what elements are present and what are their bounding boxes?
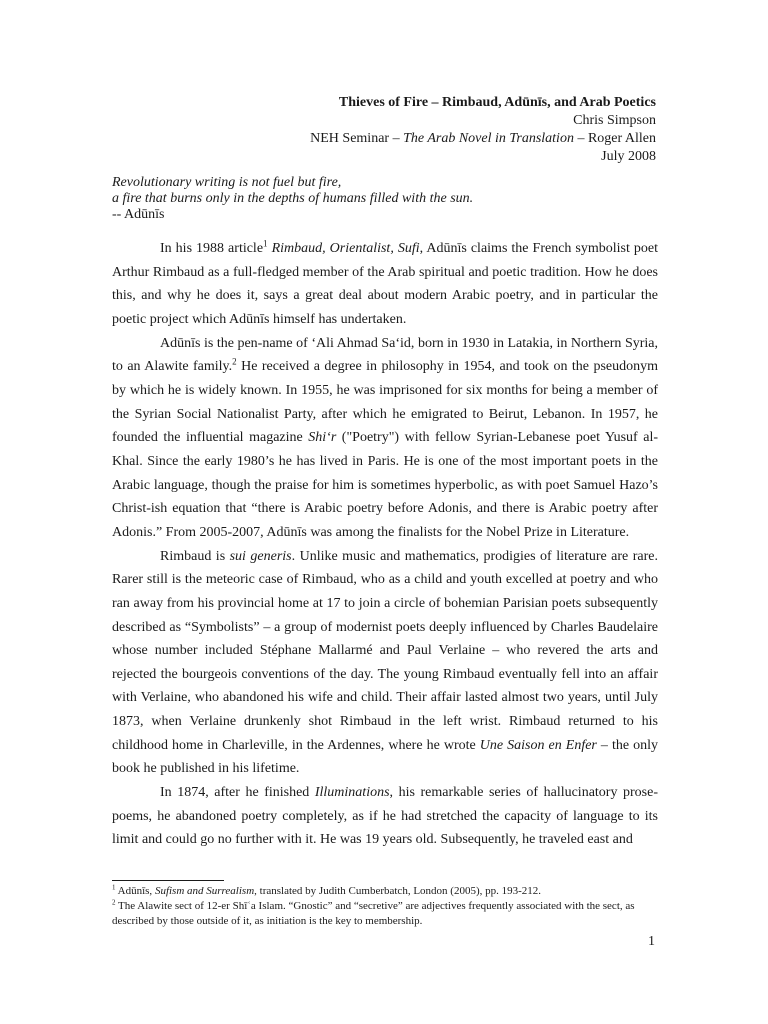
epigraph bbox=[112, 175, 473, 223]
paper-date: July 2008 bbox=[601, 149, 656, 164]
seminar-line bbox=[310, 130, 656, 148]
footnote-1-title: Sufism and Surrealism bbox=[154, 885, 255, 897]
seminar-title: The Arab Novel in Translation bbox=[403, 131, 574, 146]
paragraph-3 bbox=[112, 545, 658, 782]
body-text bbox=[112, 237, 658, 852]
paragraph-4 bbox=[112, 781, 658, 852]
epigraph-attribution: -- Adūnīs bbox=[112, 207, 165, 222]
title-block bbox=[310, 94, 656, 166]
footnote-2-text: The Alawite sect of 12-er Shīʿa Islam. “Gnostic” and “secretive” are adjectives frequently associated with the sect, as described by those outside of it, as initiation is the key to membership. bbox=[112, 900, 635, 927]
p2-text-b: He received a degree in philosophy in 1954, and took on the pseudonym by which he is widely known. In 1955, he was imprisoned for six months for being a member of the Syrian Social Nationalist Party, after which he emigrated to Beirut, Lebanon. In 1957, he founded the influential magazine bbox=[112, 359, 658, 446]
footnote-1 bbox=[112, 884, 658, 899]
epigraph-line-1: Revolutionary writing is not fuel but fire, bbox=[112, 175, 342, 190]
p2-text-a: Adūnīs is the pen-name of ‘Ali Ahmad Sa‘id, born in 1930 in Latakia, in Northern Syria, to an Alawite family. bbox=[112, 335, 658, 375]
article-title: Rimbaud, Orientalist, Sufi bbox=[271, 241, 420, 256]
epigraph-line-2: a fire that burns only in the depths of humans filled with the sun. bbox=[112, 191, 474, 206]
footnote-ref-1: 1 bbox=[263, 238, 268, 249]
p3-text-a: Rimbaud is bbox=[160, 548, 230, 564]
book-title: Une Saison en Enfer bbox=[479, 737, 597, 753]
seminar-suffix: – Roger Allen bbox=[573, 131, 656, 146]
footnote-1-mark: 1 bbox=[112, 883, 116, 892]
footnotes bbox=[112, 884, 658, 929]
seminar-prefix: NEH Seminar – bbox=[310, 131, 404, 146]
p4-text-a: In 1874, after he finished bbox=[160, 785, 315, 801]
p3-text-b: . Unlike music and mathematics, prodigies of literature are rare. Rarer still is the meteoric case of Rimbaud, who as a child and youth excelled at poetry and who ran away from his provincial home at 17 to join a circle of bohemian Parisian poets subsequently described as “Symbolists” – a group of modernist poets deeply influenced by Charles Baudelaire whose number included Stéphane Mallarmé and Paul Verlaine – who revered the arts and rejected the bourgeois conventions of the day. The young Rimbaud eventually fell into an affair with Verlaine, who abandoned his wife and child. Their affair lasted almost two years, until July 1873, when Verlaine drunkenly shot Rimbaud in the left wrist. Rimbaud returned to his childhood home in Charleville, in the Ardennes, where he wrote bbox=[112, 548, 658, 753]
page-number: 1 bbox=[648, 934, 655, 949]
magazine-title: Shi‘r bbox=[308, 430, 337, 446]
author-name: Chris Simpson bbox=[573, 113, 656, 128]
p3-text-c: – the only book he published in his lifetime. bbox=[112, 737, 658, 777]
paper-title: Thieves of Fire – Rimbaud, Adūnīs, and Arab Poetics bbox=[338, 95, 656, 110]
footnote-ref-2: 2 bbox=[232, 356, 237, 367]
p1-text-b: , Adūnīs claims the French symbolist poet Arthur Rimbaud as a full-fledged member of the Arab spiritual and poetic tradition. How he does this, and why he does it, says a great deal about modern Arabic poetry, and in particular the poetic project which Adūnīs himself has undertaken. bbox=[112, 241, 659, 327]
paragraph-2 bbox=[112, 332, 658, 545]
p2-text-c: ("Poetry") with fellow Syrian-Lebanese poet Yusuf al-Khal. Since the early 1980’s he has lived in Paris. He is one of the most important poets in the Arabic language, though the praise for him is sometimes hyperbolic, as with poet Samuel Hazo’s Christ-ish equation that “there is Arabic poetry before Adonis, and there is Arabic poetry after Adonis.” From 2005-2007, Adūnīs was among the finalists for the Nobel Prize in Literature. bbox=[112, 430, 658, 540]
sui-generis: sui generis bbox=[229, 548, 292, 564]
footnote-1-text-b: , translated by Judith Cumberbatch, London (2005), pp. 193-212. bbox=[254, 885, 542, 897]
p4-text-b: , his remarkable series of hallucinatory prose-poems, he abandoned poetry completely, as if he had stretched the capacity of language to its limit and could go no further with it. He was 19 years old. Subsequently, he traveled east and bbox=[112, 785, 658, 848]
footnote-divider bbox=[112, 880, 224, 881]
paragraph-1 bbox=[112, 237, 658, 332]
footnote-2 bbox=[112, 899, 658, 929]
p1-text-a: In his 1988 article bbox=[160, 241, 264, 256]
work-title: Illuminations bbox=[314, 785, 390, 801]
footnote-2-mark: 2 bbox=[112, 898, 116, 907]
footnote-1-text-a: Adūnīs, bbox=[115, 885, 155, 897]
